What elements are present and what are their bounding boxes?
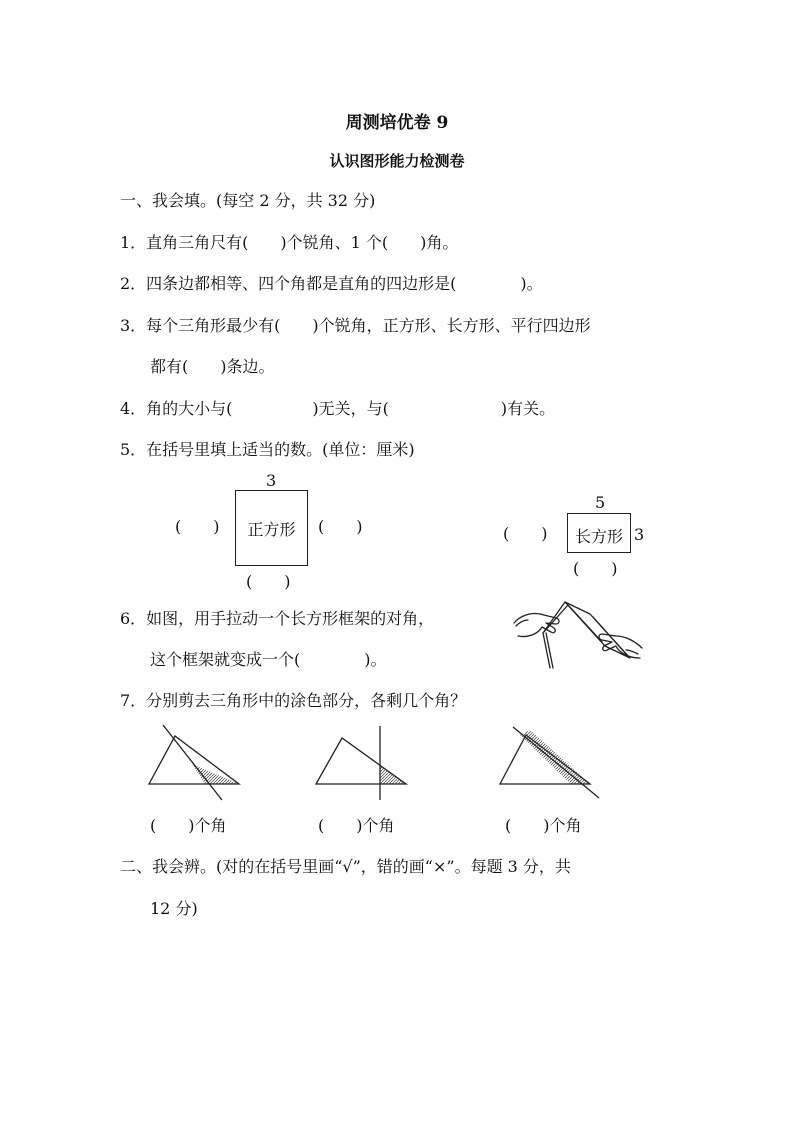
hands-pulling-frame-illustration: [510, 598, 645, 670]
question-2: 2．四条边都相等、四个角都是直角的四边形是( )。: [120, 274, 543, 293]
square-blank-left: ( ): [175, 517, 220, 536]
question-3-line1: 3．每个三角形最少有( )个锐角，正方形、长方形、平行四边形: [120, 316, 591, 335]
section1-heading: 一、我会填。(每空 2 分，共 32 分): [120, 191, 376, 210]
question-4: 4．角的大小与( )无关，与( )有关。: [120, 399, 556, 418]
rectangle-right-side: 3: [634, 525, 645, 544]
section2-heading-line2: 12 分): [150, 899, 198, 918]
rectangle-top-side: 5: [595, 493, 606, 512]
rectangle-blank-left: ( ): [503, 524, 548, 543]
question-1: 1．直角三角尺有( )个锐角、1 个( )角。: [120, 233, 459, 252]
rectangle-blank-bottom: ( ): [573, 559, 618, 578]
question-5: 5．在括号里填上适当的数。(单位：厘米): [120, 440, 415, 459]
square-label: 正方形: [247, 520, 296, 539]
square-top-side: 3: [266, 471, 277, 490]
triangle-1-figure: [140, 722, 250, 802]
rectangle-label: 长方形: [574, 527, 623, 546]
question-7: 7．分别剪去三角形中的涂色部分，各剩几个角？: [120, 691, 467, 710]
square-blank-right: ( ): [318, 517, 363, 536]
triangle-3-answer: ( )个角: [505, 816, 582, 835]
square-blank-bottom: ( ): [246, 572, 291, 591]
question-6-line2: 这个框架就变成一个( )。: [150, 650, 387, 669]
triangle-2-answer: ( )个角: [318, 816, 395, 835]
question-3-line2: 都有( )条边。: [150, 357, 275, 376]
page-subtitle: 认识图形能力检测卷: [329, 152, 465, 170]
triangle-3-figure: [495, 722, 605, 802]
question-6-line1: 6．如图，用手拉动一个长方形框架的对角，: [120, 609, 435, 628]
section2-heading-line1: 二、我会辨。(对的在括号里画“√”，错的画“×”。每题 3 分，共: [120, 857, 571, 876]
triangle-1-answer: ( )个角: [150, 816, 227, 835]
page-title: 周测培优卷 9: [345, 113, 449, 133]
triangle-2-figure: [310, 722, 420, 802]
